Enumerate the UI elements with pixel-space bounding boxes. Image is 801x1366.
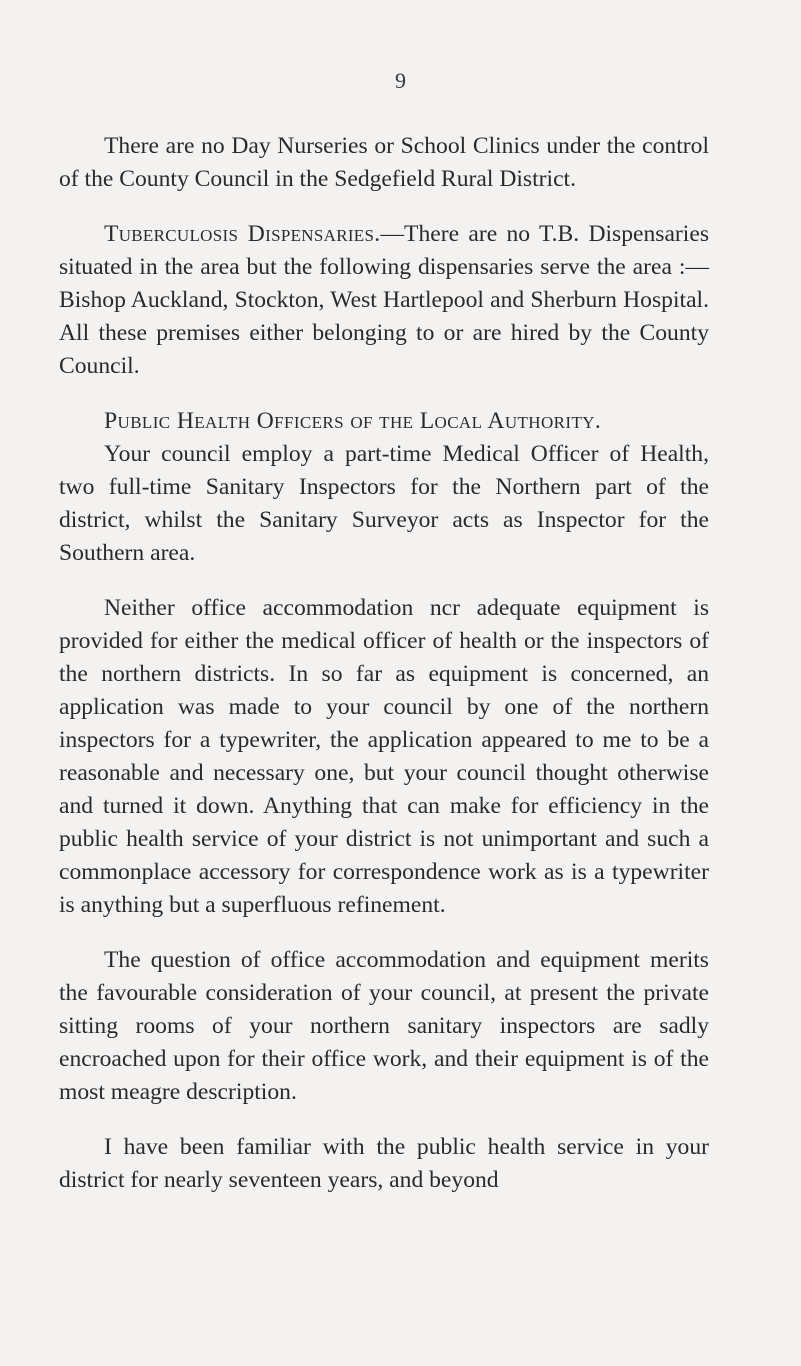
- paragraph-nurseries: There are no Day Nurseries or School Clinics under the control of the County Council in the Sedgefield Rural District.: [59, 133, 709, 192]
- page-number: 9: [395, 68, 406, 93]
- paragraph-staff: Your council employ a part-time Medical Officer of Health, two full-time Sanitary Inspectors for the Northern part of the district, whilst the Sanitary Surveyor acts as Inspector for the Southern area.: [59, 441, 709, 566]
- paragraph-familiarity: I have been familiar with the public health service in your district for nearly seventeen years, and beyond: [59, 1134, 709, 1193]
- paragraph-office-accommodation: The question of office accommodation and equipment merits the favourable consideration of your council, at present the private sitting rooms of your northern sanitary inspectors are sadly encroached upon for their office work, and their equipment is of the most meagre description.: [59, 947, 709, 1105]
- tuberculosis-text: —There are no T.B. Dispensaries situated in the area but the following dispensaries serve the area :—Bishop Auckland, Stockton, West Hartlepool and Sherburn Hospital. All these premises either belonging to or are hired by the County Council.: [59, 221, 709, 379]
- paragraph-equipment: Neither office accommodation ncr adequate equipment is provided for either the medical officer of health or the inspectors of the northern districts. In so far as equipment is concerned, an application was made to your council by one of the northern inspectors for a typewriter, the application appeared to me to be a reasonable and necessary one, but your council thought otherwise and turned it down. Anything that can make for efficiency in the public health service of your district is not unimportant and such a commonplace accessory for correspondence work as is a typewriter is anything but a superfluous refinement.: [59, 595, 709, 918]
- tuberculosis-heading: Tuberculosis Dispensaries.: [104, 221, 381, 247]
- section-heading-public-health-officers: Public Health Officers of the Local Authority.: [104, 408, 602, 434]
- document-body: [59, 130, 709, 1219]
- paragraph-tuberculosis: [59, 218, 709, 383]
